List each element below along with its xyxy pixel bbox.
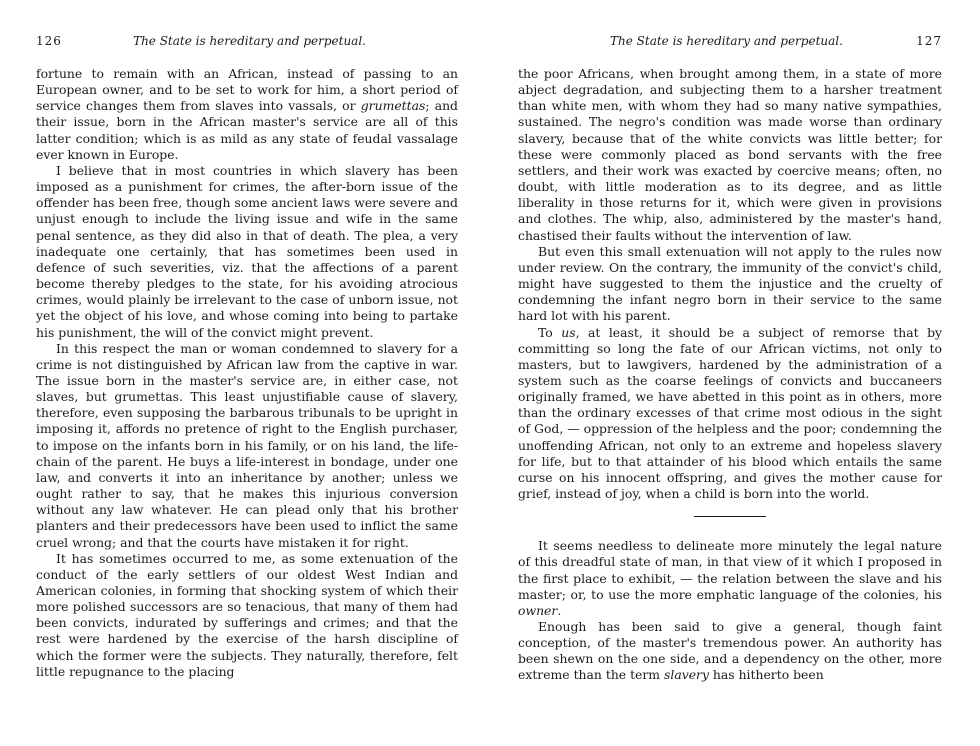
italic-text: slavery [664,667,709,683]
left-running-title: The State is hereditary and perpetual. [133,34,366,48]
paragraph [36,163,458,341]
text-run: , at least, it should be a subject of remorse that by committing so long the fate of our African victims, not only to masters, but to lawgivers, hardened by the administration of a system such as the coarse feelings of convicts and buccaneers originally framed, we have abetted in this point as in others, more than the ordinary excesses of that crime most odious in the sight of God, — oppression of the helpless and the poor; condemning the unoffending African, not only to an extreme and hopeless slavery for life, but to that attainder of his blood which entails the same curse on his innocent offspring, and gives the mother cause for grief, instead of joy, when a child is born into the world. [518,324,942,502]
right-body-text-top [518,66,942,502]
text-run: It has sometimes occurred to me, as some extenuation of the conduct of the early settlers of our oldest West Indian and American colonies, in forming that shocking system of which their more polished successors are so tenacious, that many of them had been convicts, indurated by sufferings and crimes; and that the rest were hardened by the exercise of the harsh discipline of which the former were the subjects. They naturally, therefore, felt little repugnance to the placing [36,550,458,679]
right-body-text-bottom [518,538,942,683]
text-run: the poor Africans, when brought among them, in a state of more abject degradation, and subjecting them to a harsher treatment than white men, with whom they had so many native sympathies, sustained. The negro's condition was made worse than ordinary slavery, because that of the white convicts was little better; for these were commonly placed as bond servants with the free settlers, and their work was exacted by coercive means; often, no doubt, with little moderation as to its degree, and as little liberality in those returns for it, which were given in provisions and clothes. The whip, also, administered by the master's hand, chastised their faults without the intervention of law. [518,66,942,243]
right-running-head [518,0,942,54]
paragraph [36,66,458,163]
paragraph [36,551,458,680]
right-running-title: The State is hereditary and perpetual. [610,34,843,48]
italic-text: grumettas [360,98,426,114]
text-run: Enough has been said to give a general, though faint conception, of the master's tremendous power. An authority has been shewn on the one side, and a dependency on the other, more extreme than the term [518,619,942,683]
italic-text: us [561,324,576,340]
paragraph [518,538,942,619]
text-run: fortune to remain with an African, instead of passing to an European owner, and to be set to work for him, a short period of service changes them from slaves into vassals, or [36,66,458,114]
left-body-text [36,66,458,680]
italic-text: owner [518,602,558,618]
text-run: . [557,602,562,618]
right-page [490,0,980,746]
section-divider [518,502,942,530]
paragraph [518,325,942,503]
left-running-head [36,0,458,54]
left-page-number: 126 [36,34,62,48]
text-run: I believe that in most countries in which slavery has been imposed as a punishment for crimes, the after-born issue of the offender has been free, though some ancient laws were severe and unjust enough to include the living issue and wife in the same penal sentence, as they did also in that of death. The plea, a very inadequate one certainly, that has sometimes been used in defence of such severities, viz. that the affections of a parent become thereby pledges to the state, for his avoiding atrocious crimes, would plainly be irrelevant to the case of unborn issue, not yet the object of his love, and whose coming into being to partake his punishment, the will of the convict might prevent. [36,162,458,340]
text-run: It seems needless to delineate more minutely the legal nature of this dreadful state of man, in that view of it which I proposed in the first place to exhibit, — the relation between the slave and his master; or, to use the more emphatic language of the colonies, his [518,538,942,602]
paragraph [518,619,942,684]
paragraph [518,244,942,325]
paragraph [518,66,942,244]
text-run: But even this small extenuation will not apply to the rules now under review. On the contrary, the immunity of the convict's child, might have suggested to them the injustice and the cruelty of condemning the infant negro born in their service to the same hard lot with his parent. [518,243,942,324]
text-run: To [538,324,562,340]
section-rule [694,516,766,517]
paragraph [36,341,458,551]
text-run: has hitherto been [708,667,824,683]
text-run: In this respect the man or woman condemned to slavery for a crime is not distinguished by African law from the captive in war. The issue born in the master's service are, in either case, not slaves, but grumettas. This least unjustifiable cause of slavery, therefore, even supposing the barbarous tribunals to be upright in imposing it, affords no pretence of right to the English purchaser, to impose on the infants born in his family, or on his land, the life-chain of the parent. He buys a life-interest in bondage, under one law, and converts it into an inheritance by another; unless we ought rather to say, that he makes this injurious conversion without any law whatever. He can plead only that his brother planters and their predecessors have been used to inflict the same cruel wrong; and that the courts have mistaken it for right. [36,340,458,550]
right-page-number: 127 [916,34,942,48]
text-run: ; and their issue, born in the African master's service are all of this latter condition; which is as mild as any state of feudal vassalage ever known in Europe. [36,98,458,162]
